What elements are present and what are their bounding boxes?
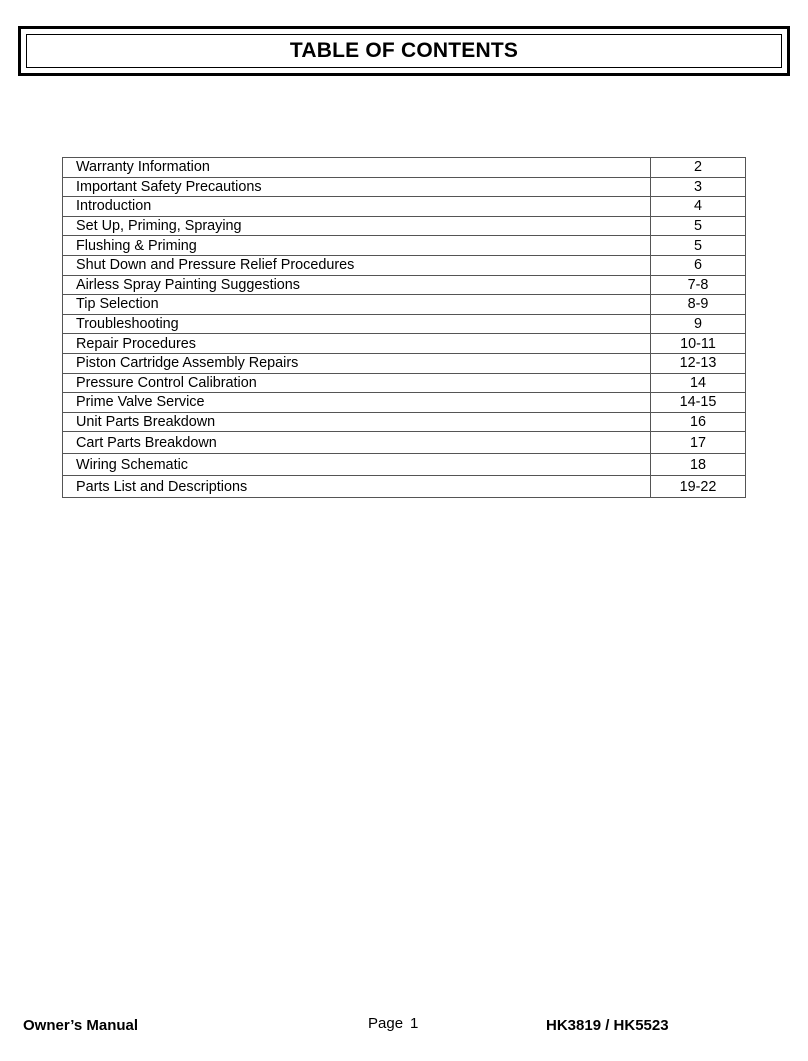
table-of-contents	[62, 157, 746, 498]
table-row[interactable]	[63, 476, 746, 498]
table-row[interactable]	[63, 216, 746, 236]
toc-entry-title: Warranty Information	[63, 158, 651, 178]
toc-entry-title: Pressure Control Calibration	[63, 373, 651, 393]
title-frame	[18, 26, 790, 76]
page-title: TABLE OF CONTENTS	[289, 39, 519, 62]
table-row[interactable]	[63, 236, 746, 256]
table-row[interactable]	[63, 177, 746, 197]
table-row[interactable]	[63, 197, 746, 217]
toc-entry-page: 14-15	[651, 393, 746, 413]
table-row[interactable]	[63, 454, 746, 476]
toc-entry-page: 4	[651, 197, 746, 217]
table-row[interactable]	[63, 314, 746, 334]
toc-entry-page: 18	[651, 454, 746, 476]
table-row[interactable]	[63, 275, 746, 295]
toc-entry-title: Cart Parts Breakdown	[63, 432, 651, 454]
toc-entry-page: 7-8	[651, 275, 746, 295]
table-row[interactable]	[63, 334, 746, 354]
toc-entry-page: 8-9	[651, 295, 746, 315]
toc-entry-title: Flushing & Priming	[63, 236, 651, 256]
toc-entry-title: Prime Valve Service	[63, 393, 651, 413]
table-row[interactable]	[63, 393, 746, 413]
toc-entry-page: 2	[651, 158, 746, 178]
toc-entry-page: 10-11	[651, 334, 746, 354]
toc-entry-page: 12-13	[651, 353, 746, 373]
toc-entry-page: 19-22	[651, 476, 746, 498]
toc-entry-title: Piston Cartridge Assembly Repairs	[63, 353, 651, 373]
toc-entry-page: 16	[651, 412, 746, 432]
table-row[interactable]	[63, 255, 746, 275]
table-row[interactable]	[63, 373, 746, 393]
table-row[interactable]	[63, 412, 746, 432]
toc-entry-title: Unit Parts Breakdown	[63, 412, 651, 432]
footer-manual-label: Owner’s Manual	[23, 1017, 139, 1034]
toc-entry-title: Introduction	[63, 197, 651, 217]
footer-model-numbers: HK3819 / HK5523	[546, 1017, 669, 1034]
table-row[interactable]	[63, 158, 746, 178]
toc-entry-title: Set Up, Priming, Spraying	[63, 216, 651, 236]
toc-entry-title: Shut Down and Pressure Relief Procedures	[63, 255, 651, 275]
table-row[interactable]	[63, 432, 746, 454]
toc-entry-title: Wiring Schematic	[63, 454, 651, 476]
toc-entry-page: 3	[651, 177, 746, 197]
table-row[interactable]	[63, 353, 746, 373]
toc-entry-page: 14	[651, 373, 746, 393]
toc-entry-title: Tip Selection	[63, 295, 651, 315]
toc-entry-page: 17	[651, 432, 746, 454]
footer-page-indicator	[368, 1015, 418, 1032]
toc-entry-page: 9	[651, 314, 746, 334]
toc-entry-title: Troubleshooting	[63, 314, 651, 334]
toc-entry-title: Airless Spray Painting Suggestions	[63, 275, 651, 295]
footer-page-number: 1	[410, 1015, 419, 1032]
title-inner-frame	[26, 34, 782, 68]
toc-entry-title: Parts List and Descriptions	[63, 476, 651, 498]
toc-entry-page: 5	[651, 236, 746, 256]
toc-entry-page: 5	[651, 216, 746, 236]
toc-entry-title: Important Safety Precautions	[63, 177, 651, 197]
footer-page-label: Page	[368, 1015, 404, 1032]
table-row[interactable]	[63, 295, 746, 315]
toc-entry-title: Repair Procedures	[63, 334, 651, 354]
toc-entry-page: 6	[651, 255, 746, 275]
